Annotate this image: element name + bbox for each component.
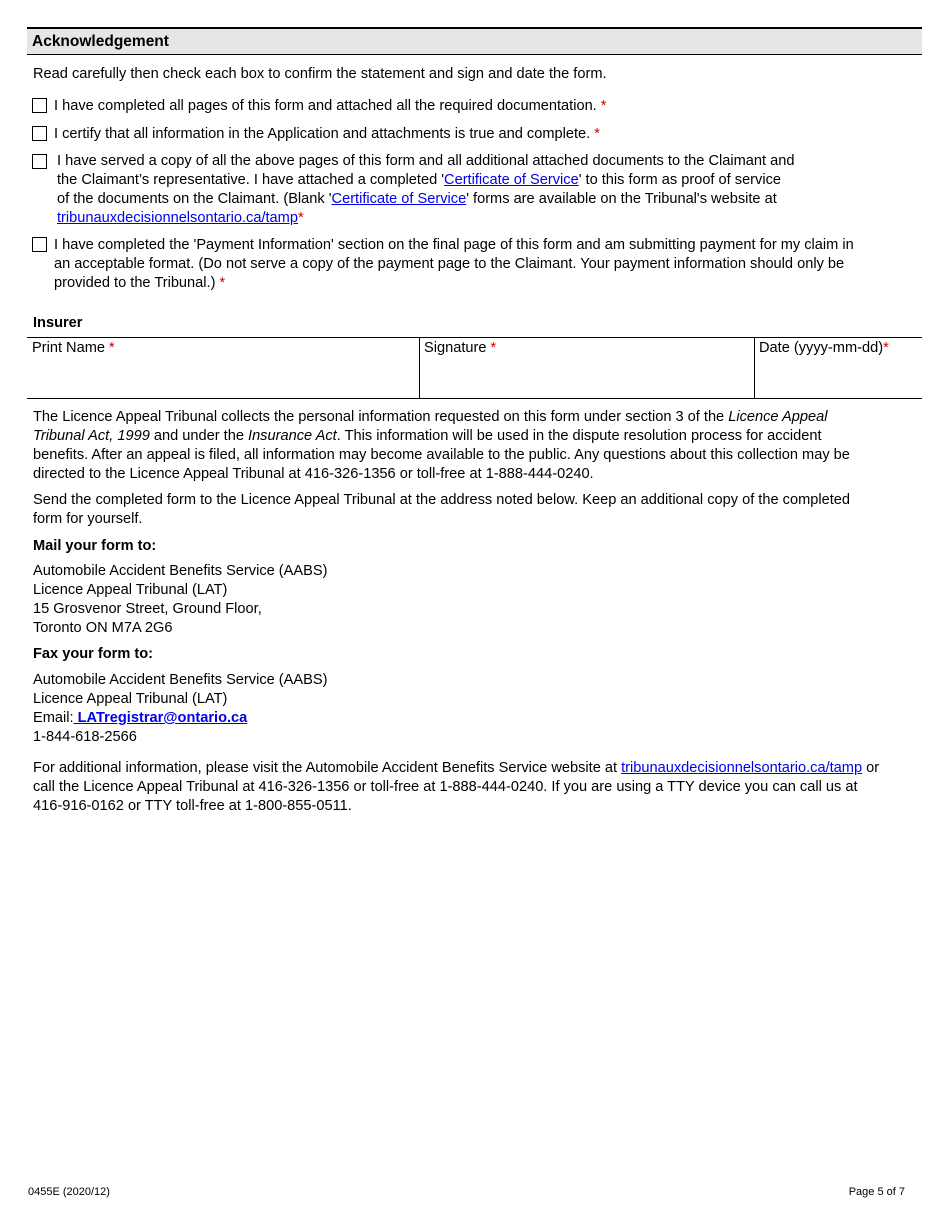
checkbox-payment[interactable]: [32, 237, 47, 252]
section-title: Acknowledgement: [32, 33, 169, 50]
date-field[interactable]: Date (yyyy-mm-dd)*: [759, 340, 889, 356]
print-name-field[interactable]: Print Name *: [32, 340, 115, 356]
intro-text: Read carefully then check each box to confirm the statement and sign and date the form.: [33, 66, 607, 82]
send-instructions: Send the completed form to the Licence Appeal Tribunal at the address noted below. Keep an additional copy of the completed form for yourself.: [33, 492, 850, 527]
email-link[interactable]: LATregistrar@ontario.ca: [73, 710, 248, 726]
page-number: Page 5 of 7: [848, 1186, 905, 1198]
form-id: 0455E (2020/12): [28, 1186, 110, 1198]
checkbox-certify-label: I certify that all information in the Application and attachments is true and complete. *: [54, 126, 600, 142]
insurer-signature-table: [27, 337, 922, 399]
mail-address: Automobile Accident Benefits Service (AABS) Licence Appeal Tribunal (LAT) 15 Grosvenor Street, Ground Floor, Toronto ON M7A 2G6: [33, 563, 328, 636]
privacy-notice: The Licence Appeal Tribunal collects the personal information requested on this form under section 3 of the Licence Appeal Tribunal Act, 1999 and under the Insurance Act. This information will be used in the dispute resolution process for accident benefits. After an appeal is filed, all information may become available to the public. Any questions about this collection may be directed to the Licence Appeal Tribunal at 416-326-1356 or toll-free at 1-888-444-0240.: [33, 409, 850, 482]
checkbox-certify[interactable]: [32, 126, 47, 141]
checkbox-payment-label: I have completed the 'Payment Information' section on the final page of this form and am submitting payment for my claim in an acceptable format. (Do not serve a copy of the payment page to the Claimant. Your payment information should only be provided to the Tribunal.) *: [54, 237, 854, 291]
checkbox-documentation-label: I have completed all pages of this form and attached all the required documentation. *: [54, 98, 607, 114]
certificate-of-service-link[interactable]: Certificate of Service: [444, 172, 579, 188]
signature-field[interactable]: Signature *: [424, 340, 497, 356]
fax-details: Automobile Accident Benefits Service (AABS) Licence Appeal Tribunal (LAT) Email: LATregistrar@ontario.ca 1-844-618-2566: [33, 672, 328, 745]
tribunal-website-link[interactable]: tribunauxdecisionnelsontario.ca/tamp: [57, 210, 298, 226]
mail-heading: Mail your form to:: [33, 538, 157, 554]
insurer-heading: Insurer: [33, 315, 83, 331]
checkbox-served[interactable]: [32, 154, 47, 169]
checkbox-documentation[interactable]: [32, 98, 47, 113]
fax-heading: Fax your form to:: [33, 646, 153, 662]
checkbox-served-label: I have served a copy of all the above pages of this form and all additional attached documents to the Claimant and the Claimant’s representative. I have attached a completed 'Certificate of Service' to this form as proof of service of the documents on the Claimant. (Blank 'Certificate of Service' forms are available on the Tribunal's website at tribunauxdecisionnelsontario.ca/tamp*: [57, 153, 795, 226]
aabs-website-link[interactable]: tribunauxdecisionnelsontario.ca/tamp: [621, 760, 863, 776]
additional-info: For additional information, please visit the Automobile Accident Benefits Service website at tribunauxdecisionnelsontario.ca/tamp or call the Licence Appeal Tribunal at 416-326-1356 or toll-free at 1-888-444-0240. If you are using a TTY device you can call us at 416-916-0162 or TTY toll-free at 1-800-855-0511.: [33, 760, 880, 814]
acknowledgement-header: [27, 27, 922, 55]
certificate-of-service-link-2[interactable]: Certificate of Service: [331, 191, 467, 207]
